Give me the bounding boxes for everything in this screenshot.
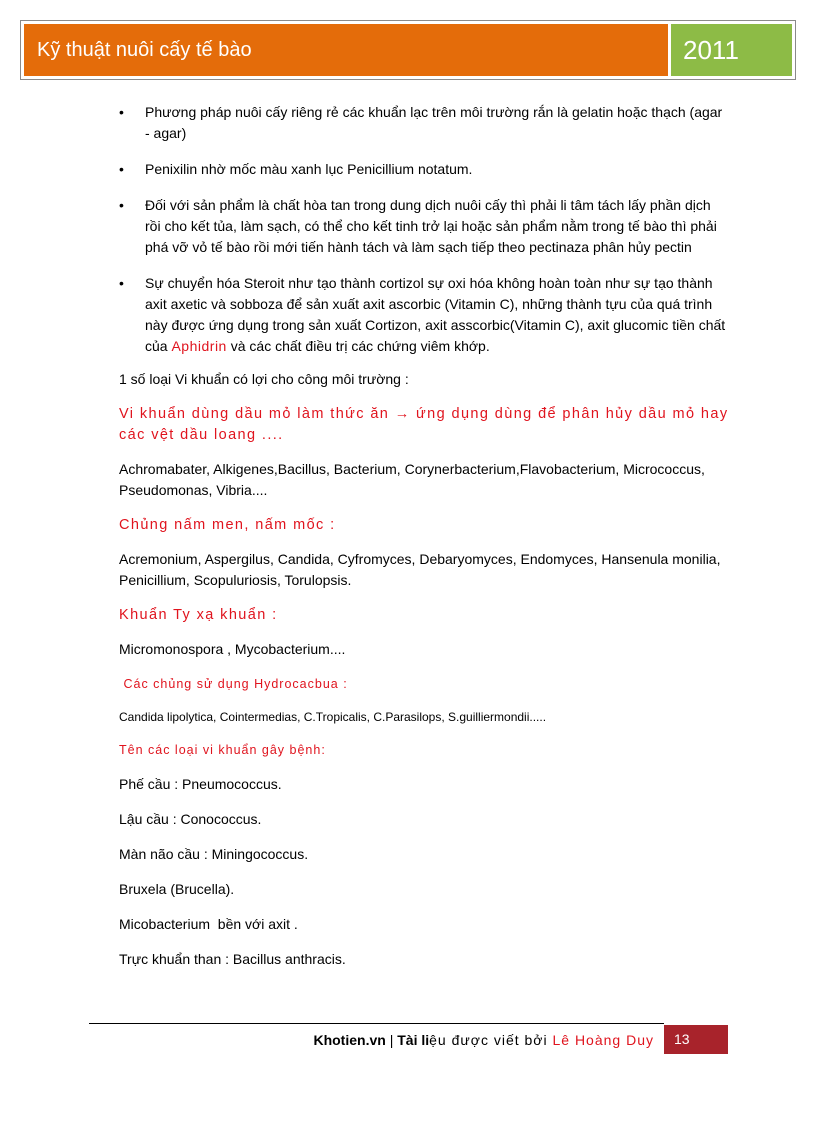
page-number: 13 [664, 1025, 728, 1054]
pathogen-item: Màn não cầu : Miningococcus. [119, 846, 309, 862]
footer-credit: Khotien.vn | Tài liệu được viết bởi Lê Hoàng Duy [313, 1032, 654, 1048]
bullet-item: • Đối với sản phẩm là chất hòa tan trong dung dịch nuôi cấy thì phải li tâm tách lấy phần dịch rồi cho kết tủa, làm sạch, có thể cho kết tinh trở lại hoặc sản phẩm nằm trong tế bào thì phải phá vỡ vỏ tế bào rồi mới tiến hành tách và làm sạch tiếp theo pectinaza phân hủy pectin [119, 197, 717, 255]
bullet-list [119, 102, 729, 357]
pathogen-item: Bruxela (Brucella). [119, 881, 235, 897]
aphidrin-highlight: Aphidrin [171, 338, 227, 354]
bullet-dot-icon: • [119, 161, 124, 177]
pathogen-heading: Tên các loại vi khuẩn gây bệnh: [119, 743, 326, 757]
pathogen-item: Micobacterium bền với axit . [119, 916, 298, 932]
footer-divider [89, 1023, 664, 1024]
bullet-dot-icon: • [119, 275, 124, 291]
bullet-dot-icon: • [119, 197, 124, 213]
bullet-item: • Penixilin nhờ mốc màu xanh lục Penicillium notatum. [119, 159, 729, 180]
bullet-dot-icon: • [119, 104, 124, 120]
intro-text: 1 số loại Vi khuẩn có lợi cho công môi trường : [119, 371, 409, 387]
footer-author: Lê Hoàng Duy [552, 1032, 654, 1048]
yeast-heading: Chủng nấm men, nấm mốc : [119, 517, 336, 533]
page-content [119, 102, 729, 970]
actino-heading: Khuẩn Ty xạ khuẩn : [119, 607, 278, 623]
pathogen-item: Lậu cầu : Conococcus. [119, 811, 262, 827]
header-title: Kỹ thuật nuôi cấy tế bào [24, 24, 668, 76]
header-year: 2011 [671, 24, 792, 76]
bullet-item: • Phương pháp nuôi cấy riêng rẻ các khuẩn lạc trên môi trường rắn là gelatin hoặc thạch (agar - agar) [119, 104, 723, 141]
hydro-body: Candida lipolytica, Cointermedias, C.Tropicalis, C.Parasilops, S.guilliermondii..... [119, 710, 547, 724]
hydro-heading: Các chủng sử dụng Hydrocacbua : [119, 677, 348, 691]
oil-heading: Vi khuẩn dùng dầu mỏ làm thức ăn → ứng dụng dùng để phân hủy dầu mỏ hay các vệt dầu loang .... [119, 406, 729, 443]
footer-site: Khotien.vn [313, 1032, 386, 1048]
pathogen-item: Phế cầu : Pneumococcus. [119, 776, 282, 792]
arrow-right-icon: → [394, 406, 411, 422]
bullet-item: • Sự chuyển hóa Steroit như tạo thành cortizol sự oxi hóa không hoàn toàn như sự tạo thành axit axetic và sobboza để sản xuất axit ascorbic (Vitamin C), những thành tựu của quá trình này được ứng dụng trong sản xuất Cortizon, axit asscorbic(Vitamin C), axit glucomic tiền chất của Aphidrin và các chất điều trị các chứng viêm khớp. [119, 275, 726, 354]
yeast-body: Acremonium, Aspergilus, Candida, Cyfromyces, Debaryomyces, Endomyces, Hansenula monilia, Penicillium, Scopuluriosis, Torulopsis. [119, 551, 721, 588]
page-header [20, 20, 796, 80]
pathogen-item: Trực khuẩn than : Bacillus anthracis. [119, 951, 346, 967]
actino-body: Micromonospora , Mycobacterium.... [119, 641, 346, 657]
oil-body: Achromabater, Alkigenes,Bacillus, Bacterium, Corynerbacterium,Flavobacterium, Micrococcus, Pseudomonas, Vibria.... [119, 461, 705, 498]
